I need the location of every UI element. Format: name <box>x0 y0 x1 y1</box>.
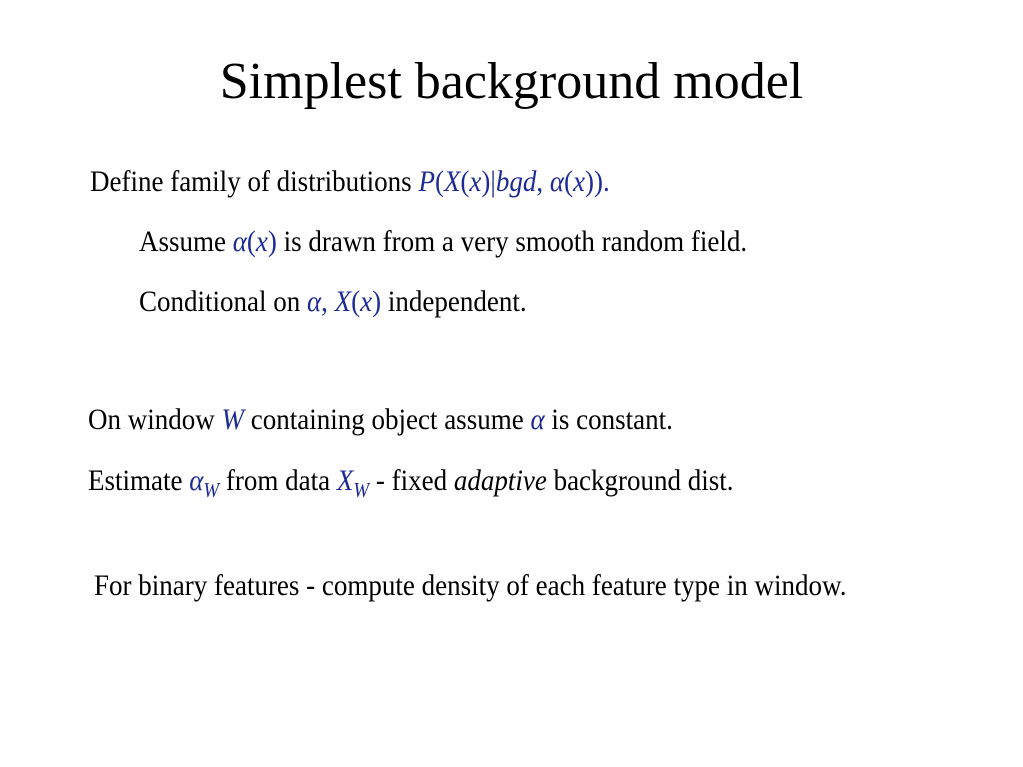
conditional-line <box>139 284 527 320</box>
window-post-text: is constant. <box>551 403 673 436</box>
alpha-W-symbol: $\alpha_W$ <box>189 464 220 502</box>
alpha-of-x: α(x) <box>232 225 277 258</box>
estimate-dash-text: - fixed <box>375 464 448 497</box>
window-line <box>88 402 673 438</box>
adaptive-emphasis: adaptive <box>453 464 547 497</box>
define-distributions-line <box>90 164 610 200</box>
alpha-symbol: α, <box>307 285 328 318</box>
assume-alpha-line <box>139 224 747 260</box>
conditional-post-text: independent. <box>387 285 527 318</box>
X-of-x: X(x) <box>334 285 382 318</box>
assume-text: Assume <box>139 225 227 258</box>
W-symbol: W <box>221 403 245 436</box>
assume-post-text: is drawn from a very smooth random field. <box>283 225 748 258</box>
estimate-pre-text: Estimate <box>88 464 183 497</box>
define-text: Define family of distributions <box>90 165 412 198</box>
estimate-post-text: background dist. <box>553 464 734 497</box>
estimate-line <box>88 463 734 501</box>
alpha-symbol: α <box>530 403 545 436</box>
distribution-formula: P(X(x)|bgd, α(x)). <box>418 165 610 198</box>
window-pre-text: On window <box>88 403 215 436</box>
estimate-mid-text: from data <box>225 464 331 497</box>
binary-features-line: For binary features - compute density of each feature type in window. <box>94 569 847 602</box>
conditional-text: Conditional on <box>139 285 301 318</box>
slide-title: Simplest background model <box>219 53 804 110</box>
window-mid-text: containing object assume <box>250 403 524 436</box>
X-W-symbol: $X_W$ <box>336 464 370 502</box>
